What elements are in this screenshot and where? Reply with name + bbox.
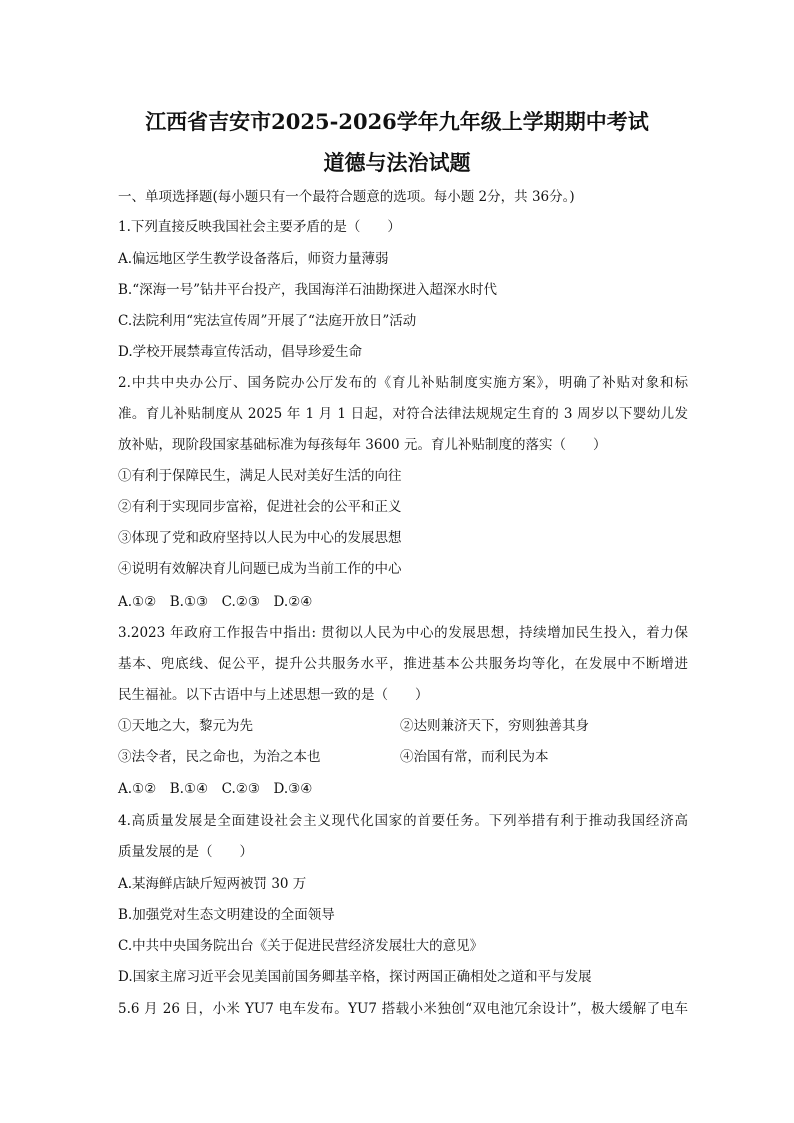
q4-option-b: B.加强党对生态文明建设的全面领导	[118, 907, 335, 923]
q4-stem-line-1: 4.高质量发展是全面建设社会主义现代化国家的首要任务。下列举措有利于推动我国经济高	[118, 813, 688, 829]
exam-subtitle: 道德与法治试题	[323, 150, 471, 175]
q1-option-a: A.偏远地区学生教学设备落后，师资力量薄弱	[118, 251, 389, 267]
q4-option-c: C.中共中央国务院出台《关于促进民营经济发展壮大的意见》	[118, 938, 484, 954]
q5-stem-line-1: 5.6 月 26 日，小米 YU7 电车发布。YU7 搭载小米独创“双电池冗余设计”，极大缓解了电车	[118, 1001, 688, 1017]
q3-statement-3: ③法令者，民之命也，为治之本也	[118, 749, 321, 765]
q2-stem-line-3: 放补贴，现阶段国家基础标准为每孩每年 3600 元。育儿补贴制度的落实（ ）	[118, 437, 607, 453]
q3-stem-line-2: 基本、兜底线、促公平，提升公共服务水平，推进基本公共服务均等化，在发展中不断增进	[118, 656, 688, 672]
q3-choices: A.①② B.①④ C.②③ D.③④	[118, 781, 313, 797]
q1-option-c: C.法院利用“宪法宣传周”开展了“法庭开放日”活动	[118, 313, 417, 329]
q2-statement-3: ③体现了党和政府坚持以人民为中心的发展思想	[118, 530, 402, 546]
q3-statement-4: ④治国有常，而利民为本	[400, 749, 549, 765]
q1-stem: 1.下列直接反映我国社会主要矛盾的是（ ）	[118, 219, 401, 235]
section-heading: 一、单项选择题(每小题只有一个最符合题意的选项。每小题 2分，共 36分。)	[118, 189, 575, 205]
q3-statement-1: ①天地之大，黎元为先	[118, 718, 253, 734]
q2-statement-4: ④说明有效解决育儿问题已成为当前工作的中心	[118, 561, 402, 577]
q4-option-d: D.国家主席习近平会见美国前国务卿基辛格，探讨两国正确相处之道和平与发展	[118, 969, 592, 985]
q4-stem-line-2: 质量发展的是（ ）	[118, 844, 253, 860]
q4-option-a: A.某海鲜店缺斤短两被罚 30 万	[118, 876, 307, 892]
q2-choices: A.①② B.①③ C.②③ D.②④	[118, 594, 313, 610]
q2-stem-line-2: 准。育儿补贴制度从 2025 年 1 月 1 日起，对符合法律法规规定生育的 3 周岁以下婴幼儿发	[118, 406, 688, 422]
q3-stem-line-3: 民生福祉。以下古语中与上述思想一致的是（ ）	[118, 687, 429, 703]
q3-statement-2: ②达则兼济天下，穷则独善其身	[400, 718, 589, 734]
q1-option-b: B.“深海一号”钻井平台投产，我国海洋石油勘探进入超深水时代	[118, 282, 498, 298]
q1-option-d: D.学校开展禁毒宣传活动，倡导珍爱生命	[118, 344, 363, 360]
q2-statement-2: ②有利于实现同步富裕，促进社会的公平和正义	[118, 499, 402, 515]
exam-title: 江西省吉安市2025-2026学年九年级上学期期中考试	[145, 109, 649, 134]
q2-stem-line-1: 2.中共中央办公厅、国务院办公厅发布的《育儿补贴制度实施方案》，明确了补贴对象和标	[118, 375, 688, 391]
q2-statement-1: ①有利于保障民生，满足人民对美好生活的向往	[118, 468, 402, 484]
q3-stem-line-1: 3.2023 年政府工作报告中指出: 贯彻以人民为中心的发展思想，持续增加民生投入，着力保	[118, 625, 688, 641]
